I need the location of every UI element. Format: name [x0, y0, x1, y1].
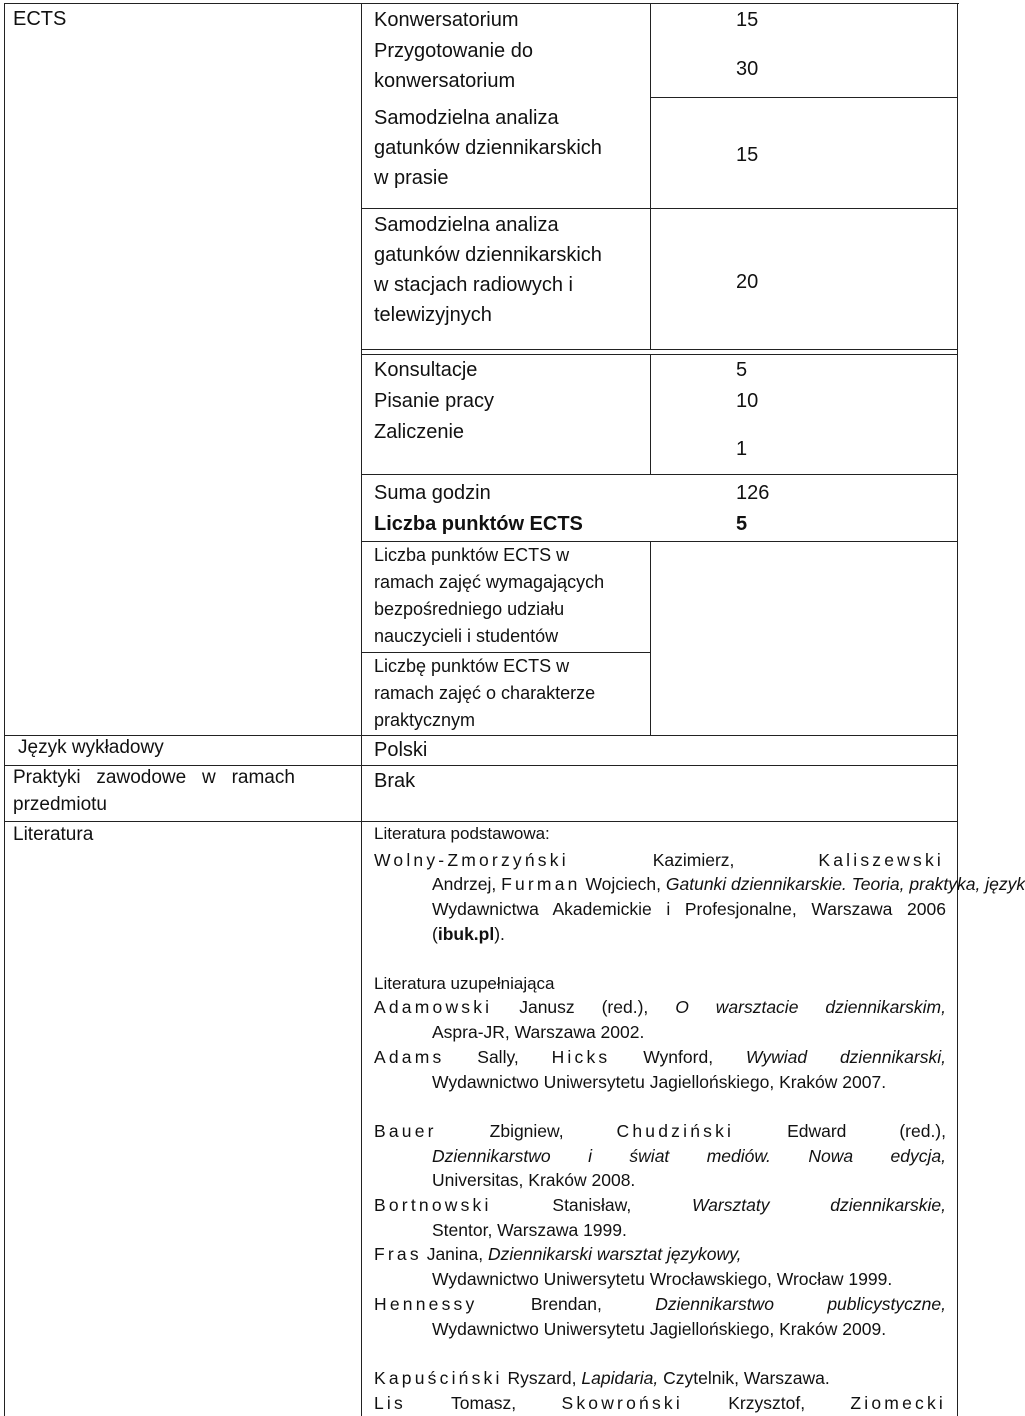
direct-contact-label-3: bezpośredniego udziału	[374, 599, 565, 619]
supp-ref-2: Adams Sally, Hicks Wynford, Wywiad dziennikarski, Wydawnictwo Uniwersytetu Jagiellońskiego, Kraków 2007.	[374, 1047, 946, 1092]
inner-value-divider-3	[650, 541, 651, 735]
basic-ref-line2: Andrzej, Furman Wojciech, Gatunki dziennikarskie. Teoria, praktyka, język	[432, 874, 1025, 894]
inner-value-divider-2	[650, 354, 651, 474]
author-surname: Adams	[374, 1047, 445, 1067]
supp-ref-4: Bortnowski Stanisław, Warsztaty dziennikarskie, Stentor, Warszawa 1999.	[374, 1195, 946, 1240]
direct-contact-label-2: ramach zajęć wymagających	[374, 572, 605, 592]
practice-label: Praktyki zawodowe w ramach	[13, 767, 295, 788]
ects-points-label: Liczba punktów ECTS	[374, 513, 583, 535]
author-surname: Hicks	[551, 1047, 611, 1067]
table-border-top	[4, 3, 959, 4]
row-konwersatorium-value: 15	[736, 9, 759, 31]
row-przygotowanie-label: Przygotowanie do	[374, 40, 533, 62]
author-surname: Kapuściński	[374, 1368, 503, 1388]
practical-label: Liczbę punktów ECTS w	[374, 656, 570, 676]
inner-h-5	[362, 474, 957, 475]
author-surname: Hennessy	[374, 1294, 478, 1314]
practical-label-2: ramach zajęć o charakterze	[374, 683, 596, 703]
inner-h-1	[650, 97, 957, 98]
ects-label: ECTS	[13, 8, 67, 30]
row-konsultacje-value: 5	[736, 359, 748, 381]
basic-literature-heading: Literatura podstawowa:	[374, 824, 550, 843]
author-surname: Furman	[501, 874, 581, 894]
basic-ref-rest: Wydawnictwa Akademickie i Profesjonalne, Warszawa 2006 (ibuk.pl).	[432, 899, 946, 944]
supp-ref-8: Lis Tomasz, Skowroński Krzysztof, Ziomecki	[374, 1393, 946, 1413]
row-przygotowanie-value: 30	[736, 58, 759, 80]
author-surname: Bortnowski	[374, 1195, 492, 1215]
row-analiza-prasa-label: Samodzielna analiza	[374, 107, 559, 129]
author-surname: Chudziński	[616, 1121, 735, 1141]
direct-contact-label-4: nauczycieli i studentów	[374, 626, 559, 646]
author-surname: Fras	[374, 1244, 422, 1264]
column-divider	[361, 3, 362, 1416]
row-zaliczenie-value: 1	[736, 438, 748, 460]
supp-ref-3: Bauer Zbigniew, Chudziński Edward (red.), Dziennikarstwo i świat mediów. Nowa edycja, Universitas, Kraków 2008.	[374, 1121, 946, 1190]
direct-contact-label: Liczba punktów ECTS w	[374, 545, 570, 565]
row-konsultacje-label: Konsultacje	[374, 359, 478, 381]
author-surname: Ziomecki	[850, 1393, 946, 1413]
sum-hours-label: Suma godzin	[374, 482, 491, 504]
supp-ref-7: Kapuściński Ryszard, Lapidaria, Czytelnik, Warszawa.	[374, 1368, 830, 1388]
practice-value: Brak	[374, 770, 416, 792]
basic-ref-line1: Wolny-Zmorzyński Kazimierz, Kaliszewski	[374, 850, 944, 870]
supp-ref-5: Fras Janina, Dziennikarski warsztat językowy, Wydawnictwo Uniwersytetu Wrocławskiego, Wrocław 1999.	[374, 1244, 893, 1289]
row-analiza-rtv-label: Samodzielna analiza	[374, 214, 559, 236]
row-analiza-rtv-label-3: w stacjach radiowych i	[374, 274, 573, 296]
sum-hours-value: 126	[736, 482, 770, 504]
language-value: Polski	[374, 739, 428, 761]
author-surname: Lis	[374, 1393, 406, 1413]
supplementary-literature-heading: Literatura uzupełniająca	[374, 974, 555, 993]
inner-h-3	[362, 349, 957, 350]
language-label: Język wykładowy	[18, 737, 164, 758]
inner-h-2	[362, 208, 957, 209]
row-zaliczenie-label: Zaliczenie	[374, 421, 465, 443]
row-pisanie-value: 10	[736, 390, 759, 412]
book-title: Gatunki dziennikarskie. Teoria, praktyka, język	[665, 874, 1025, 894]
literature-label: Literatura	[13, 824, 94, 845]
row-analiza-rtv-label-2: gatunków dziennikarskich	[374, 244, 602, 266]
inner-value-divider-1	[650, 3, 651, 349]
table-border-left	[4, 3, 5, 1416]
row-analiza-rtv-label-4: telewizyjnych	[374, 304, 492, 326]
row-analiza-rtv-value: 20	[736, 271, 759, 293]
row-przygotowanie-label-2: konwersatorium	[374, 70, 516, 92]
author-surname: Wolny-Zmorzyński	[374, 850, 569, 870]
author-surname: Skowroński	[561, 1393, 683, 1413]
table-border-right	[957, 3, 958, 1416]
supp-ref-1: Adamowski Janusz (red.), O warsztacie dziennikarskim, Aspra-JR, Warszawa 2002.	[374, 997, 946, 1042]
row-analiza-prasa-label-2: gatunków dziennikarskich	[374, 137, 602, 159]
author-surname: Adamowski	[374, 997, 493, 1017]
practice-label-cont: przedmiotu	[13, 794, 107, 815]
author-surname: Kaliszewski	[818, 850, 944, 870]
row-pisanie-label: Pisanie pracy	[374, 390, 495, 412]
row-konwersatorium-label: Konwersatorium	[374, 9, 519, 31]
ects-points-value: 5	[736, 513, 748, 535]
author-surname: Bauer	[374, 1121, 437, 1141]
row-analiza-prasa-label-3: w prasie	[374, 167, 449, 189]
practical-label-3: praktycznym	[374, 710, 476, 730]
supp-ref-6: Hennessy Brendan, Dziennikarstwo publicystyczne, Wydawnictwo Uniwersytetu Jagiellońskiego, Kraków 2009.	[374, 1294, 946, 1339]
row-analiza-prasa-value: 15	[736, 144, 759, 166]
